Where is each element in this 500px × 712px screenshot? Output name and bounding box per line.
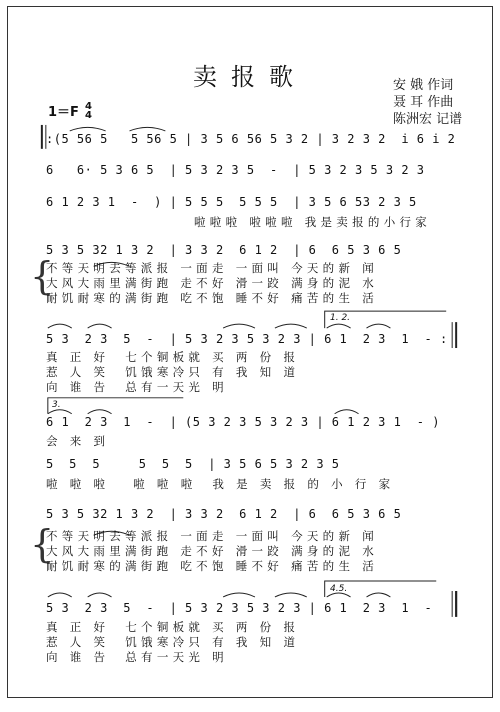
row-7-lyrics: 啦 啦 啦 啦 啦 啦 我 是 卖 报 的 小 行 家 <box>46 477 395 491</box>
row-4-notes: 5 3 5 32 1 3 2 | 3 3 2 6 1 2 | 6 6 5 3 6 5 <box>46 243 402 257</box>
volta-3: 3. <box>52 400 61 410</box>
volta-4-5: 4.5. <box>330 584 348 594</box>
time-signature <box>85 102 92 120</box>
volta-1-2: 1. 2. <box>330 313 351 323</box>
row-5-lyrics-3: 向 谁 告 总有一天光 明 <box>46 380 228 394</box>
row-3-lyrics: 啦啦啦 啦啦啦 我是卖报的小行家 <box>194 215 432 229</box>
credits <box>393 77 462 128</box>
row-8-lyrics-2: 大风大雨里满街跑 走不好 滑一跤 满身的泥 水 <box>46 544 379 558</box>
row-6-notes: 6 1 2 3 1 - | (5 3 2 3 5 3 2 3 | 6 1 2 3 1 - ) <box>46 415 440 429</box>
row-5-lyrics-2: 惹 人 笑 饥饿寒冷只 有 我 知 道 <box>46 365 300 379</box>
row-4-lyrics-2: 大风大雨里满街跑 走不好 滑一跤 满身的泥 水 <box>46 276 379 290</box>
row-8-lyrics-3: 耐饥耐寒的满街跑 吃不饱 睡不好 痛苦的生 活 <box>46 559 379 573</box>
row-9-lyrics-2: 惹 人 笑 饥饿寒冷只 有 我 知 道 <box>46 635 300 649</box>
row-4-lyrics-3: 耐饥耐寒的满街跑 吃不饱 睡不好 痛苦的生 活 <box>46 291 379 305</box>
lyricist-credit: 安 娥 作词 <box>393 78 454 93</box>
key-signature <box>48 101 92 120</box>
song-title: 卖报歌 <box>193 63 307 91</box>
row-9-lyrics-3: 向 谁 告 总有一天光 明 <box>46 650 228 664</box>
row-3-notes: 6 1 2 3 1 - ) | 5 5 5 5 5 5 | 3 5 6 53 2 3 5 <box>46 195 417 209</box>
row-7-notes: 5 5 5 5 5 5 | 3 5 6 5 3 2 3 5 <box>46 457 340 471</box>
row-5-notes: 5 3 2 3 5 - | 5 3 2 3 5 3 2 3 | 6 1 2 3 1 - : <box>46 332 448 346</box>
row-8-notes: 5 3 5 32 1 3 2 | 3 3 2 6 1 2 | 6 6 5 3 6 5 <box>46 507 402 521</box>
transcriber-credit: 陈洲宏 记谱 <box>393 112 463 127</box>
row-8-lyrics-1: 不等天明去等派报 一面走 一面叫 今天的新 闻 <box>46 529 379 543</box>
meter-top: 4 <box>84 100 92 112</box>
verse-brace: { <box>30 254 55 298</box>
row-6-lyrics: 会 来 到 <box>46 434 110 448</box>
score-sheet <box>7 6 493 698</box>
row-9-lyrics-1: 真 正 好 七个铜板就 买 两 份 报 <box>46 620 300 634</box>
verse-brace-2: { <box>30 522 55 566</box>
meter-bottom: 4 <box>84 109 92 121</box>
row-5-lyrics-1: 真 正 好 七个铜板就 买 两 份 报 <box>46 350 300 364</box>
row-2-notes: 6 6· 5 3 6 5 | 5 3 2 3 5 - | 5 3 2 3 5 3 2 3 <box>46 163 425 177</box>
row-4-lyrics-1: 不等天明去等派报 一面走 一面叫 今天的新 闻 <box>46 261 379 275</box>
row-1-notes: :(5 56 5 5 56 5 | 3 5 6 56 5 3 2 | 3 2 3 2 i 6 i 2 <box>46 132 456 146</box>
row-9-notes: 5 3 2 3 5 - | 5 3 2 3 5 3 2 3 | 6 1 2 3 1 - <box>46 601 433 615</box>
key-label: 1＝F <box>48 105 79 120</box>
composer-credit: 聂 耳 作曲 <box>393 95 454 110</box>
